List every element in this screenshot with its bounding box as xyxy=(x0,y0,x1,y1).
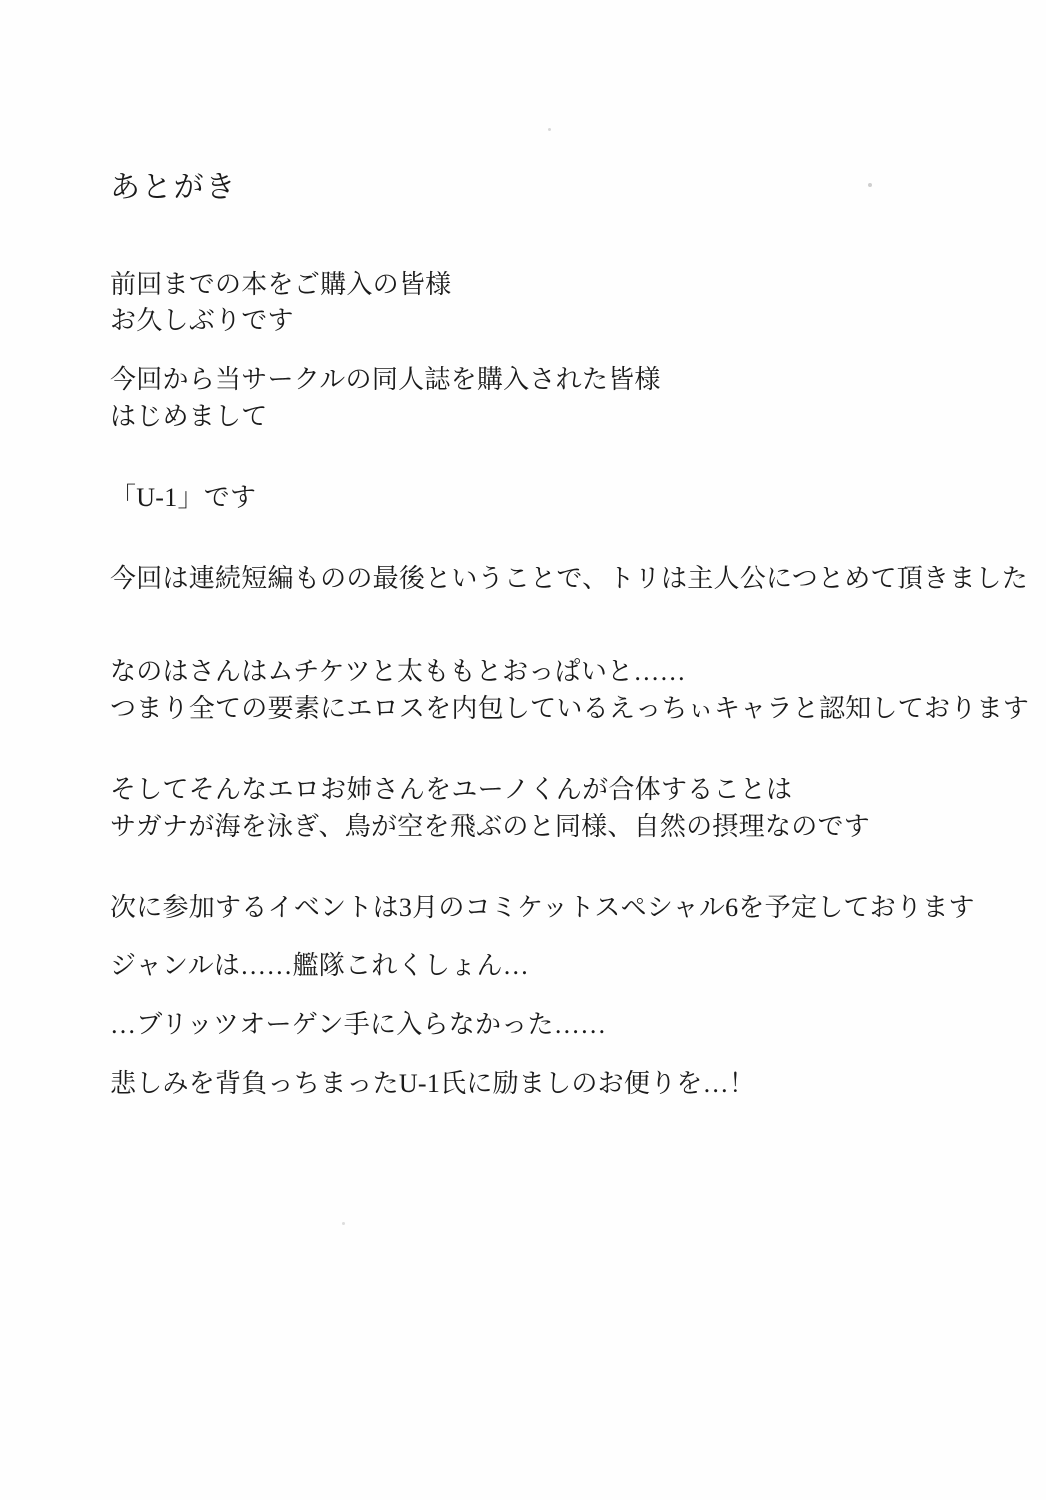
paragraph-author-name xyxy=(110,480,990,517)
text-line: 今回は連続短編ものの最後ということで、トリは主人公につとめて頂きました xyxy=(110,564,1029,594)
text-line: サガナが海を泳ぎ、鳥が空を飛ぶのと同様、自然の摂理なのです xyxy=(110,811,870,841)
paragraph-next-event xyxy=(110,890,990,927)
page-title: あとがき xyxy=(110,171,238,204)
paragraph-genre xyxy=(110,948,990,985)
paragraph-closing-request xyxy=(110,1066,990,1103)
text-line: …ブリッツオーゲン手に入らなかった…… xyxy=(110,1010,607,1040)
afterword-body xyxy=(110,168,1030,1133)
paragraph-blitz-ogen xyxy=(110,1007,990,1044)
text-line: ジャンルは……艦隊これくしょん… xyxy=(110,951,529,981)
paper-speck xyxy=(342,1222,345,1225)
paragraph-about-nanoha xyxy=(110,654,1030,728)
text-line: つまり全ての要素にエロスを内包しているえっちぃキャラと認知しております xyxy=(110,693,1030,723)
text-line: はじめまして xyxy=(110,402,268,432)
paragraph-about-yuuno xyxy=(110,772,990,846)
text-line: 「U-1」です xyxy=(110,483,257,513)
paragraph-greeting-new xyxy=(110,362,990,436)
text-line: 次に参加するイベントは3月のコミケットスペシャル6を予定しております xyxy=(110,892,975,922)
text-line: 今回から当サークルの同人誌を購入された皆様 xyxy=(110,365,661,395)
text-line: なのはさんはムチケツと太ももとおっぱいと…… xyxy=(110,656,686,686)
text-line: 悲しみを背負っちまったU-1氏に励ましのお便りを…！ xyxy=(110,1069,756,1099)
paragraph-greeting-returning xyxy=(110,267,990,341)
text-line: そしてそんなエロお姉さんをユーノくんが合体することは xyxy=(110,774,793,804)
paragraph-about-this-issue xyxy=(110,561,1029,598)
text-line: 前回までの本をご購入の皆様 xyxy=(110,269,452,299)
paper-speck xyxy=(548,128,551,131)
text-line: お久しぶりです xyxy=(110,306,294,336)
